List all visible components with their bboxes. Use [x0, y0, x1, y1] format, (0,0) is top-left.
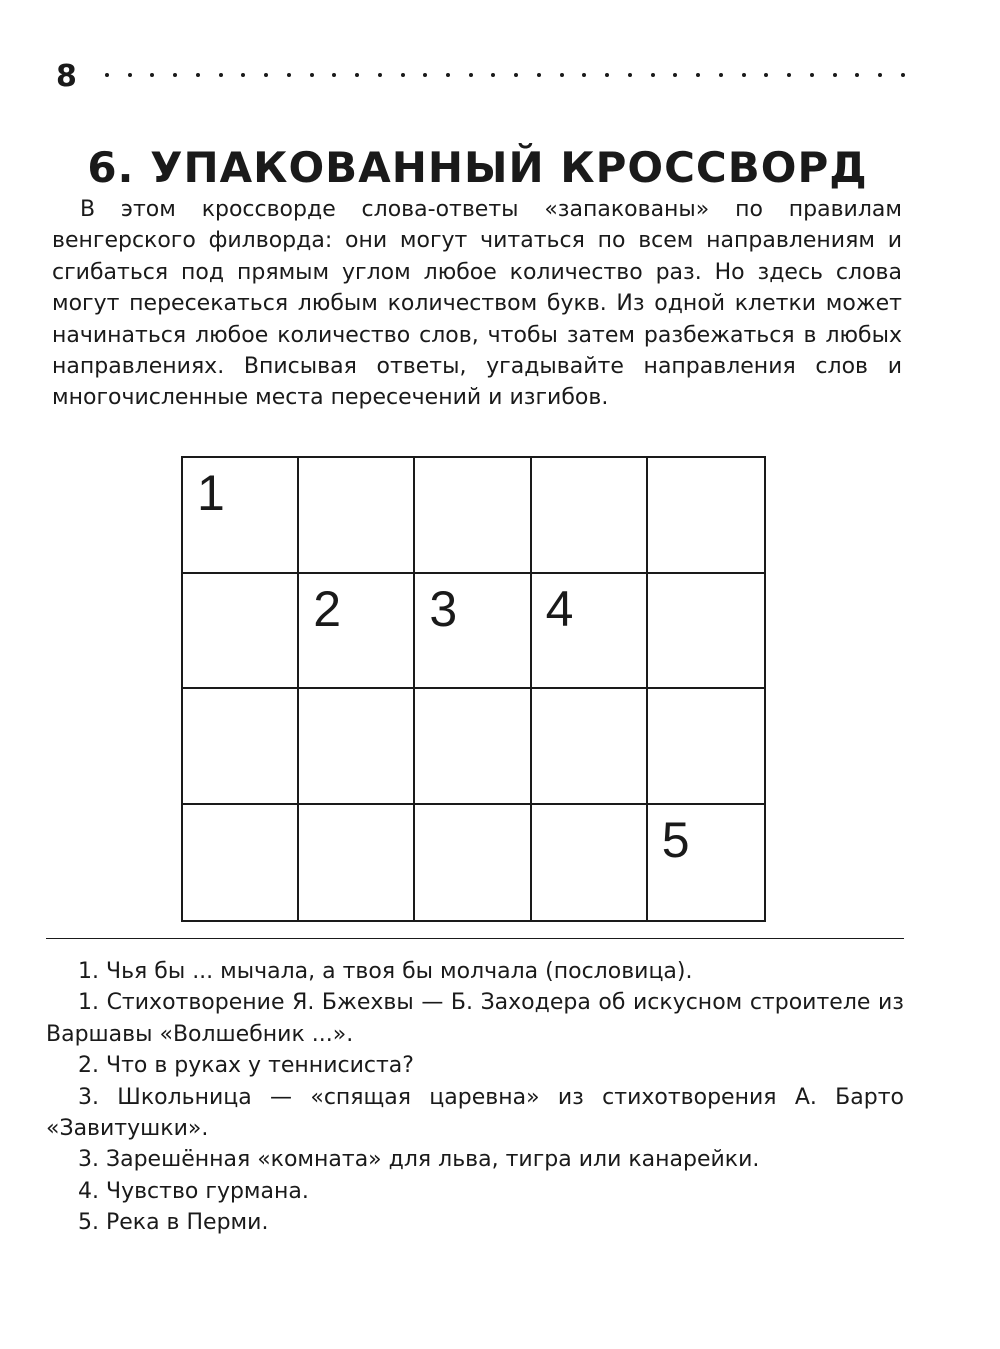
divider — [46, 938, 904, 939]
dot — [491, 73, 495, 77]
grid-cell[interactable] — [299, 689, 415, 805]
grid-cell[interactable] — [532, 574, 648, 690]
grid-cell[interactable] — [299, 574, 415, 690]
dot — [628, 73, 632, 77]
dot — [514, 73, 518, 77]
grid-cell[interactable] — [648, 689, 764, 805]
clue-item: 5. Река в Перми. — [78, 1210, 269, 1236]
dot — [764, 73, 768, 77]
grid-cell[interactable] — [415, 458, 531, 574]
dot — [787, 73, 791, 77]
dot — [446, 73, 450, 77]
grid-cell[interactable] — [183, 689, 299, 805]
dot — [605, 73, 609, 77]
intro-paragraph: В этом кроссворде слова-ответы «запакованы» по правилам венгерского филворда: они могут читаться по всем направлениям и сгибаться под прямым углом любое количество раз. Но здесь слова могут пересекаться любым количеством букв. Из одной клетки может начинаться любое количество слов, чтобы затем разбежаться в любых направлениях. Вписывая ответы, угадывайте направления слов и многочисленные места пересечений и изгибов. — [52, 197, 902, 411]
clue-item: 2. Что в руках у теннисиста? — [78, 1053, 414, 1079]
dot — [901, 73, 905, 77]
cell-number: 2 — [313, 580, 341, 637]
dot — [378, 73, 382, 77]
cell-number: 3 — [429, 580, 458, 637]
dot — [855, 73, 859, 77]
grid-cell[interactable] — [648, 574, 764, 690]
grid-cell[interactable] — [299, 805, 415, 921]
dotted-header-rule — [105, 69, 905, 81]
grid-cell[interactable] — [183, 805, 299, 921]
grid-cell[interactable] — [532, 458, 648, 574]
grid-cell[interactable] — [648, 458, 764, 574]
dot — [537, 73, 541, 77]
dot — [196, 73, 200, 77]
clue-item: 3. Зарешённая «комната» для льва, тигра или канарейки. — [78, 1147, 760, 1173]
dot — [833, 73, 837, 77]
dot — [810, 73, 814, 77]
dot — [696, 73, 700, 77]
grid-cell[interactable] — [299, 458, 415, 574]
dot — [742, 73, 746, 77]
cell-number: 5 — [661, 811, 690, 868]
dot — [241, 73, 245, 77]
clue-item: 4. Чувство гурмана. — [78, 1178, 309, 1204]
dot — [264, 73, 268, 77]
dot — [128, 73, 132, 77]
grid-cell[interactable] — [415, 574, 531, 690]
clue-item: 3. Школьница — «спящая царевна» из стихотворения А. Барто «Завитушки». — [46, 1084, 904, 1142]
dot — [332, 73, 336, 77]
dot — [173, 73, 177, 77]
dot — [651, 73, 655, 77]
dot — [423, 73, 427, 77]
crossword-grid — [181, 456, 766, 922]
dot — [150, 73, 154, 77]
dot — [310, 73, 314, 77]
dot — [469, 73, 473, 77]
dot — [582, 73, 586, 77]
dot — [401, 73, 405, 77]
grid-cell[interactable] — [532, 689, 648, 805]
dot — [105, 73, 109, 77]
dot — [878, 73, 882, 77]
page-number: 8 — [56, 59, 77, 94]
grid-cell[interactable] — [532, 805, 648, 921]
grid-cell[interactable] — [183, 458, 299, 574]
clue-list — [46, 956, 904, 1239]
dot — [287, 73, 291, 77]
clue-item: 1. Чья бы ... мычала, а твоя бы молчала (пословица). — [78, 959, 693, 984]
grid-cell[interactable] — [415, 805, 531, 921]
grid-cell[interactable] — [415, 689, 531, 805]
cell-number: 1 — [197, 465, 225, 521]
dot — [355, 73, 359, 77]
dot — [719, 73, 723, 77]
clue-item: 1. Стихотворение Я. Бжехвы — Б. Заходера об искусном строителе из Варшавы «Волшебник ...». — [46, 990, 904, 1047]
grid-cell[interactable] — [648, 805, 764, 921]
dot — [219, 73, 223, 77]
cell-number: 4 — [545, 580, 574, 637]
page-title: 6. УПАКОВАННЫЙ КРОССВОРД — [87, 143, 868, 193]
dot — [560, 73, 564, 77]
dot — [673, 73, 677, 77]
grid-cell[interactable] — [183, 574, 299, 690]
